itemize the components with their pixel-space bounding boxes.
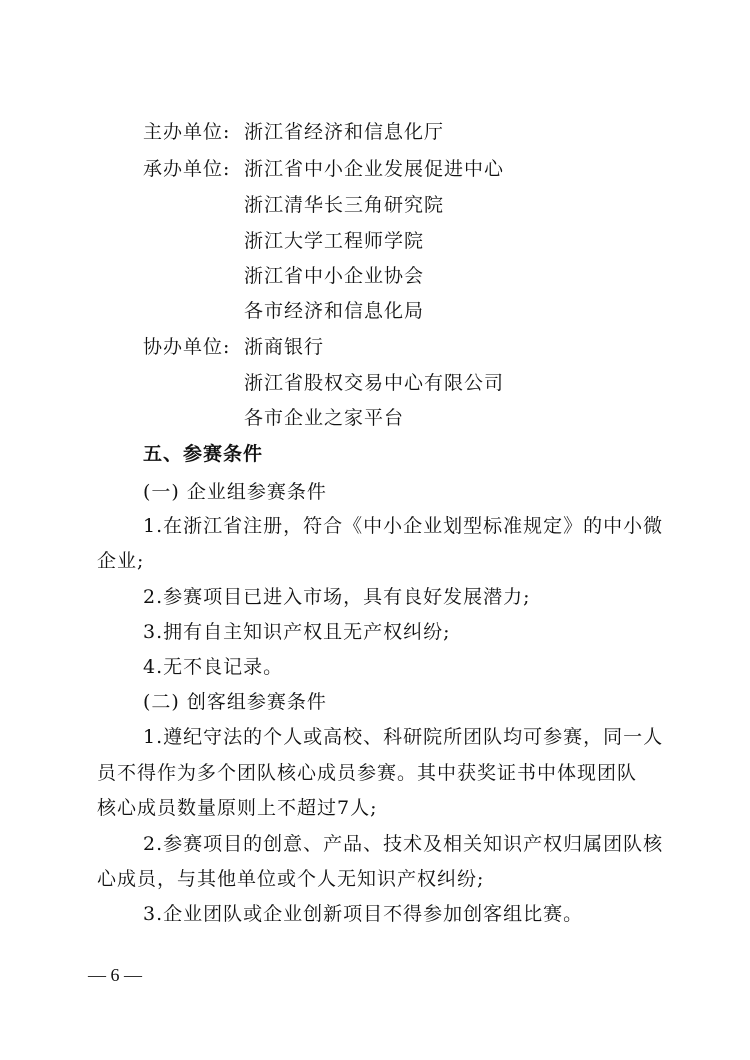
page-number: — 6 —: [88, 965, 142, 985]
paragraph-line: 企业;: [97, 550, 145, 572]
paragraph-line: 2.参赛项目已进入市场，具有良好发展潜力;: [143, 586, 531, 608]
undertake-label: 承办单位:: [143, 158, 231, 180]
undertake-value: 浙江大学工程师学院: [244, 230, 425, 252]
section-title: 五、参赛条件: [143, 443, 264, 465]
paragraph-line: 心成员，与其他单位或个人无知识产权纠纷;: [97, 868, 485, 890]
undertake-value: 浙江清华长三角研究院: [244, 194, 445, 216]
paragraph-line: 核心成员数量原则上不超过7人;: [97, 797, 378, 819]
paragraph-line: 3.拥有自主知识产权且无产权纠纷;: [143, 621, 451, 643]
co-value: 浙商银行: [244, 336, 325, 358]
undertake-value: 各市经济和信息化局: [244, 300, 425, 322]
undertake-value: 浙江省中小企业发展促进中心: [244, 158, 505, 180]
paragraph-line: 4.无不良记录。: [143, 656, 284, 678]
subsection-heading: (二) 创客组参赛条件: [143, 691, 327, 713]
paragraph-line: 3.企业团队或企业创新项目不得参加创客组比赛。: [143, 903, 584, 925]
paragraph-line: 1.遵纪守法的个人或高校、科研院所团队均可参赛，同一人: [143, 726, 664, 748]
paragraph-line: 1.在浙江省注册，符合《中小企业划型标准规定》的中小微: [143, 515, 664, 537]
host-label: 主办单位:: [143, 121, 231, 143]
host-value: 浙江省经济和信息化厅: [244, 121, 445, 143]
undertake-value: 浙江省中小企业协会: [244, 265, 425, 287]
co-label: 协办单位:: [143, 336, 231, 358]
co-value: 浙江省股权交易中心有限公司: [244, 372, 505, 394]
co-value: 各市企业之家平台: [244, 407, 405, 429]
paragraph-line: 员不得作为多个团队核心成员参赛。其中获奖证书中体现团队: [97, 762, 638, 784]
paragraph-line: 2.参赛项目的创意、产品、技术及相关知识产权归属团队核: [143, 833, 664, 855]
subsection-heading: (一) 企业组参赛条件: [143, 481, 327, 503]
